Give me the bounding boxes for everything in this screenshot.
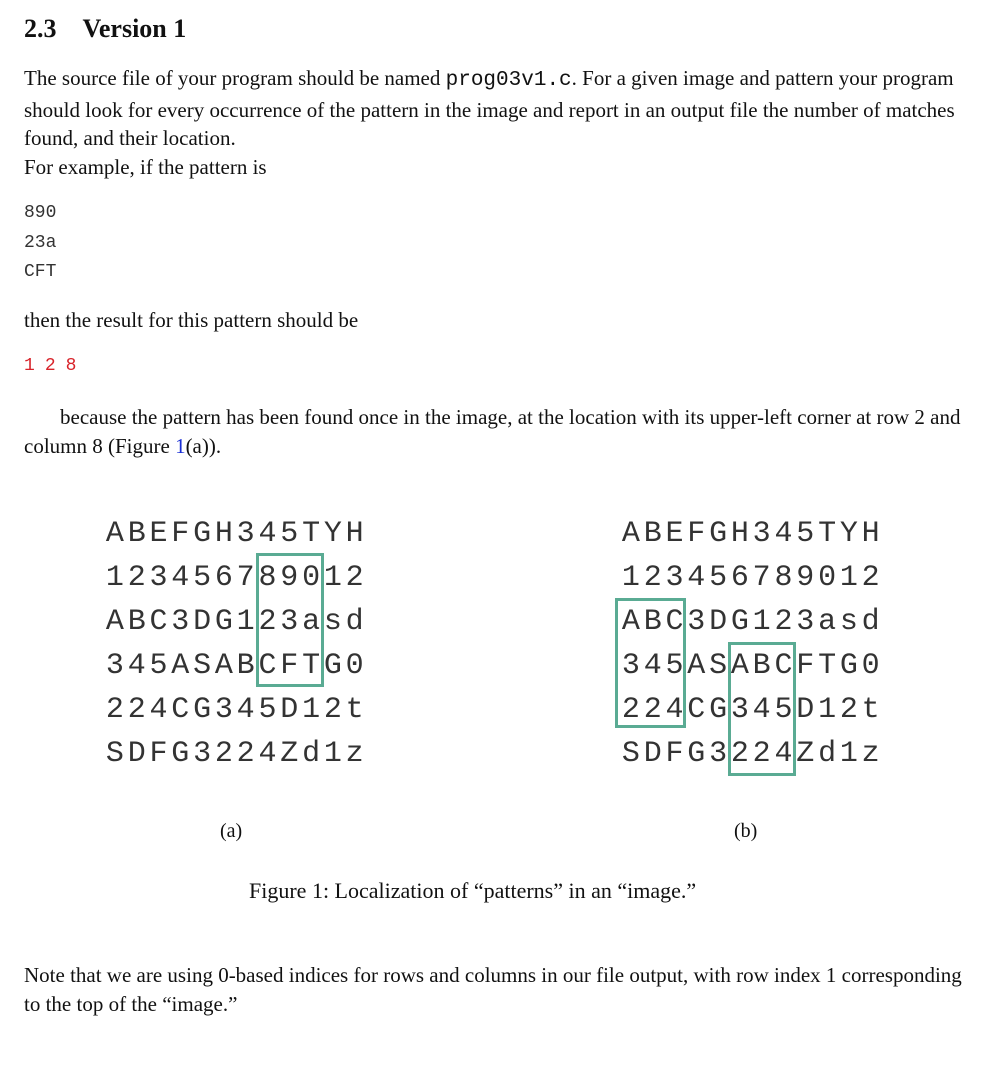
- image-grid-a: [104, 512, 366, 776]
- grid-row: A B E F G H 3 4 5 T Y H: [105, 517, 364, 551]
- grid-row: 3 4 5 A S A B C F T G 0: [621, 649, 880, 683]
- section-title: Version 1: [82, 14, 187, 43]
- figure-caption: Figure 1: Localization of “patterns” in an “image.”: [249, 878, 697, 903]
- grid-row: 3 4 5 A S A B C F T G 0: [105, 649, 364, 683]
- section-number: 2.3: [24, 14, 57, 43]
- source-filename: prog03v1.c: [445, 69, 572, 92]
- match-box: [256, 553, 324, 687]
- subfigure-label-b: (b): [734, 820, 758, 842]
- result-output: [24, 356, 86, 376]
- grid-row: 1 2 3 4 5 6 7 8 9 0 1 2: [105, 561, 364, 595]
- section-heading: [24, 14, 186, 44]
- pattern-line: CFT: [24, 262, 57, 282]
- pattern-block: [24, 199, 56, 288]
- result-intro: then the result for this pattern should be: [24, 308, 359, 332]
- match-box: [728, 642, 796, 776]
- result-col: 8: [65, 356, 78, 376]
- explanation-text: because the pattern has been found once in the image, at the location with its upper-left corner at row 2 and column 8 (Figure: [24, 405, 961, 458]
- grid-row: A B C 3 D G 1 2 3 a s d: [621, 605, 880, 639]
- note-paragraph: Note that we are using 0-based indices for rows and columns in our file output, with row index 1 corresponding to the top of the “image.”: [24, 963, 962, 1016]
- grid-row: S D F G 3 2 2 4 Z d 1 z: [621, 737, 880, 771]
- grid-row: 2 2 4 C G 3 4 5 D 1 2 t: [621, 693, 880, 727]
- example-line: For example, if the pattern is: [24, 154, 267, 179]
- pattern-line: 23a: [24, 232, 57, 253]
- pattern-line: 890: [24, 203, 57, 223]
- subfigure-label-a: (a): [220, 820, 243, 842]
- grid-row: 1 2 3 4 5 6 7 8 9 0 1 2: [621, 561, 880, 595]
- result-row: 2: [44, 356, 57, 376]
- match-box: [615, 598, 686, 728]
- image-grid-b: [620, 512, 882, 776]
- result-count: 1: [24, 356, 36, 376]
- grid-row: S D F G 3 2 2 4 Z d 1 z: [105, 737, 364, 771]
- grid-row: A B C 3 D G 1 2 3 a s d: [105, 605, 364, 639]
- intro-paragraph: [24, 64, 969, 181]
- grid-row: A B E F G H 3 4 5 T Y H: [621, 517, 880, 551]
- intro-prefix: The source file of your program should be named: [24, 66, 446, 90]
- explanation-paragraph: [24, 403, 969, 460]
- intro-suffix: . For a given image and pattern your program should look for every occurrence of the pattern in the image and report in an output file the number of matches found, and their location.: [24, 66, 955, 150]
- explanation-end: (a)).: [185, 433, 222, 458]
- figure-reference-link[interactable]: 1: [175, 433, 186, 458]
- grid-row: 2 2 4 C G 3 4 5 D 1 2 t: [105, 693, 364, 727]
